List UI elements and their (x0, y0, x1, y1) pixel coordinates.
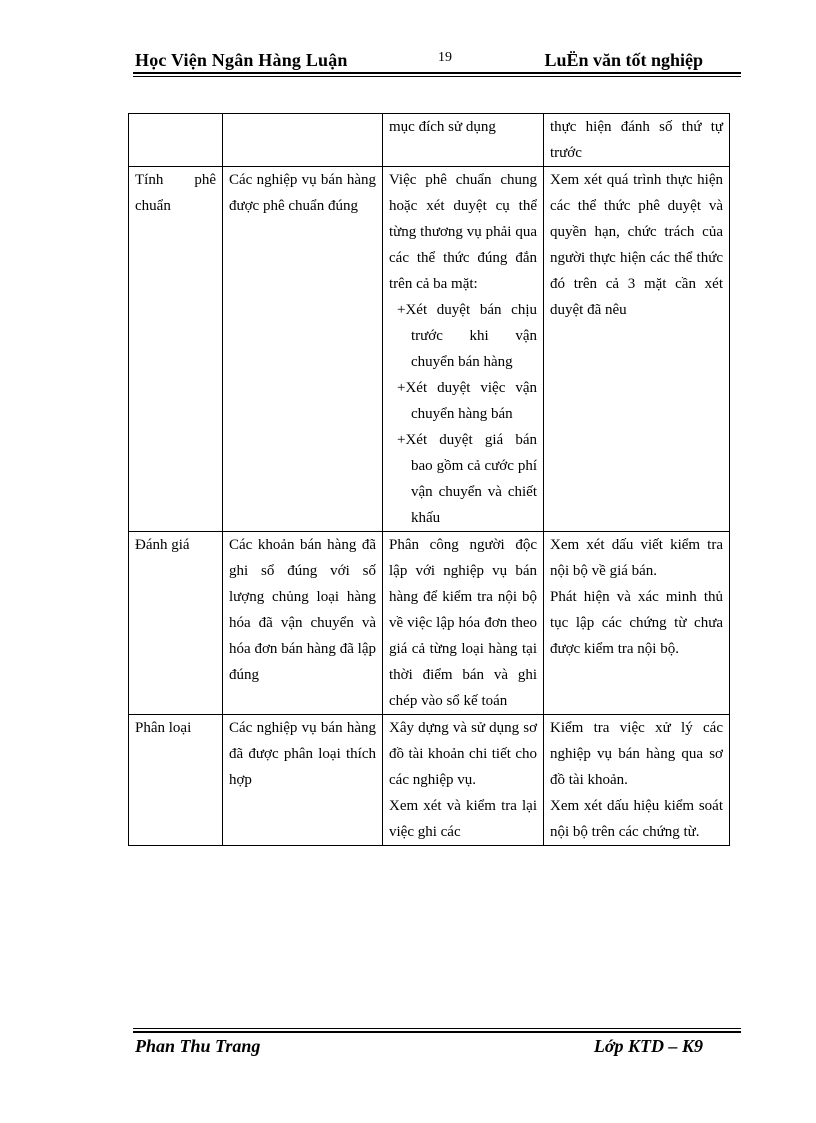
table-cell (383, 532, 544, 715)
table-cell (544, 114, 730, 167)
cell-text: thực hiện đánh số thứ tự trước (550, 119, 723, 161)
table-row (129, 114, 730, 167)
cell-text: Xây dựng và sử dụng sơ đồ tài khoản chi tiết cho các nghiệp vụ. (389, 720, 537, 788)
table-cell (383, 715, 544, 846)
footer-class: Lớp KTD – K9 (593, 1036, 703, 1056)
bullet-item: +Xét duyệt bán chịu trước khi vận chuyển bán hàng (397, 302, 537, 370)
bullet-item: +Xét duyệt giá bán bao gồm cả cước phí vận chuyển và chiết khấu (397, 432, 537, 526)
cell-text: Xem xét và kiểm tra lại việc ghi các (389, 798, 537, 840)
table-cell (129, 114, 223, 167)
header-rule-thin (133, 76, 741, 77)
cell-text: Xem xét dấu hiệu kiểm soát nội bộ trên các chứng từ. (550, 798, 723, 840)
table-cell (383, 167, 544, 532)
bullet-item: +Xét duyệt việc vận chuyển hàng bán (397, 380, 537, 422)
header-rule-thick (133, 72, 741, 74)
cell-text: Kiểm tra việc xử lý các nghiệp vụ bán hàng qua sơ đồ tài khoản. (550, 720, 723, 788)
table-cell (544, 532, 730, 715)
audit-control-table (128, 113, 730, 846)
table-cell: Các nghiệp vụ bán hàng đã được phân loại thích hợp (223, 715, 383, 846)
table-cell: Tính phê chuẩn (129, 167, 223, 532)
cell-text: Phân công người độc lập với nghiệp vụ bán hàng để kiểm tra nội bộ về việc lập hóa đơn theo giá cả từng loại hàng tại thời điểm bán và ghi chép vào sổ kế toán (389, 537, 537, 709)
footer-rule-thick (133, 1031, 741, 1033)
table-row (129, 167, 730, 532)
table-cell (544, 715, 730, 846)
header-subtitle: LuËn văn tốt nghiệp (544, 50, 703, 70)
table-cell: Các khoản bán hàng đã ghi sổ đúng với số lượng chủng loại hàng hóa đã vận chuyển và hóa đơn bán hàng đã lập đúng (223, 532, 383, 715)
table-cell: Đánh giá (129, 532, 223, 715)
table-row (129, 532, 730, 715)
table-cell (383, 114, 544, 167)
table-cell: Các nghiệp vụ bán hàng được phê chuẩn đúng (223, 167, 383, 532)
table-cell (544, 167, 730, 532)
table-cell: Phân loại (129, 715, 223, 846)
footer-rule-thin (133, 1028, 741, 1029)
cell-text: Việc phê chuẩn chung hoặc xét duyệt cụ thể từng thương vụ phải qua các thể thức đúng đắn trên cả ba mặt: (389, 172, 537, 292)
cell-text: mục đích sử dụng (389, 119, 496, 135)
page-number: 19 (438, 50, 452, 65)
cell-text: Xem xét dấu viết kiểm tra nội bộ về giá bán. (550, 537, 723, 579)
table-row (129, 715, 730, 846)
header-title: Học Viện Ngân Hàng Luận (135, 50, 348, 70)
cell-text: Phát hiện và xác minh thủ tục lập các chứng từ chưa được kiểm tra nội bộ. (550, 589, 723, 657)
footer-author: Phan Thu Trang (135, 1036, 261, 1056)
page-footer (133, 1036, 741, 1060)
table-cell (223, 114, 383, 167)
cell-text: Xem xét quá trình thực hiện các thể thức phê duyệt và quyền hạn, chức trách của người thực hiện các thể thức đó trên cả 3 mặt cần xét duyệt đã nêu (550, 172, 723, 318)
